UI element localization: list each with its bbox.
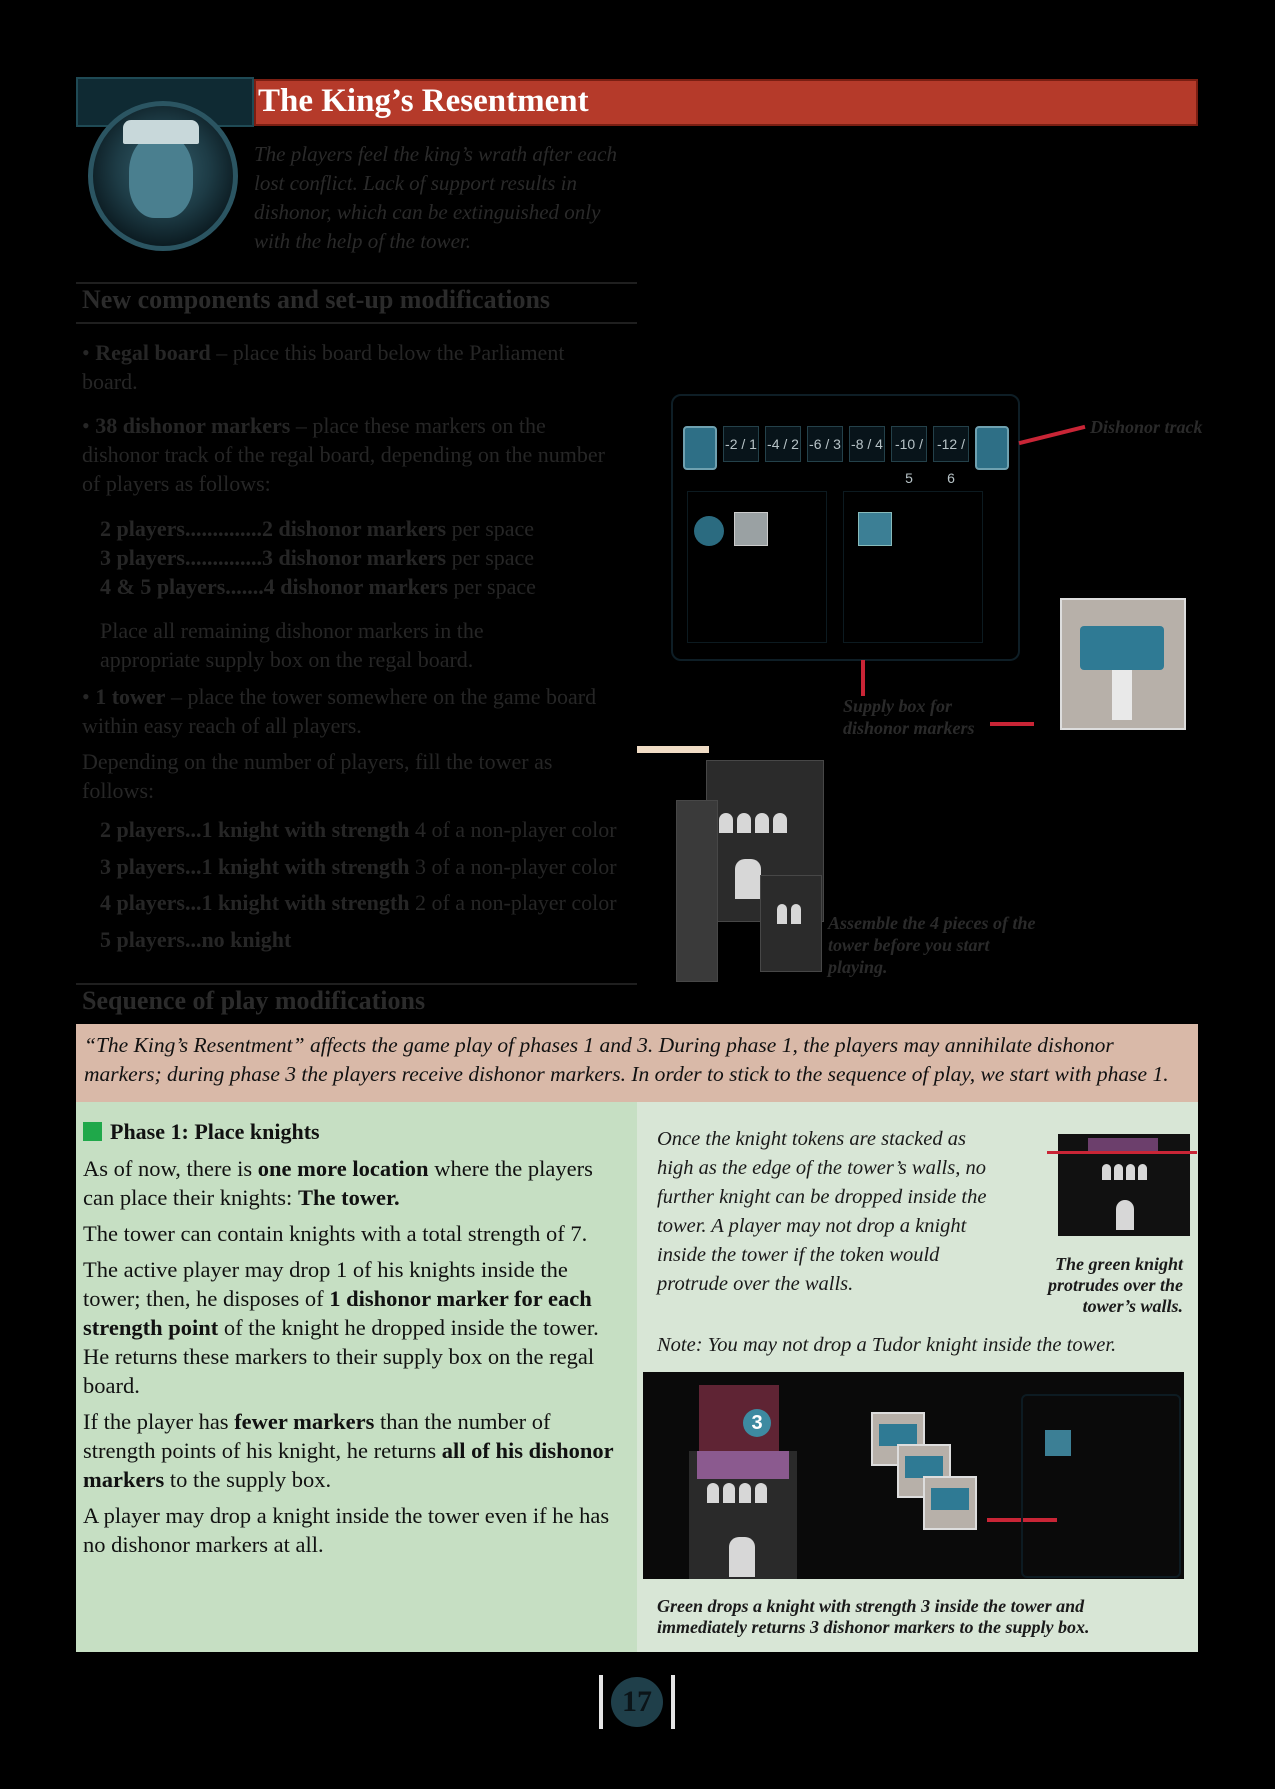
component-tower: • 1 tower – place the tower somewhere on the game board within easy reach of all players. — [82, 684, 597, 738]
phase1-panel — [76, 1102, 637, 1652]
knight-icon — [683, 426, 717, 470]
paragraph: The tower can contain knights with a total strength of 7. — [83, 1221, 588, 1246]
knight-token-icon — [1088, 1138, 1158, 1152]
supply-box-right — [843, 491, 983, 643]
phase-color-icon — [83, 1122, 102, 1141]
player-row: 3 players..............3 dishonor markers per space — [100, 545, 535, 570]
intro-text: The players feel the king’s wrath after each lost conflict. Lack of support results in dishonor, which can be extinguished only with the help of the tower. — [254, 142, 617, 253]
paragraph: A player may drop a knight inside the tower even if he has no dishonor markers at all. — [83, 1503, 610, 1557]
tower-rules-panel — [637, 1102, 1198, 1652]
phase1-heading: Phase 1: Place knights — [110, 1119, 320, 1144]
tower-token-icon — [734, 512, 768, 546]
tower-token-icon — [1080, 626, 1164, 670]
tower-piece — [676, 800, 718, 982]
tower-piece — [760, 875, 822, 972]
fill-row: 4 players...1 knight with strength 2 of a non-player color — [100, 890, 617, 915]
tower-text: – place the tower somewhere on the game board within easy reach of all players. — [82, 684, 597, 738]
remaining-markers-text: Place all remaining dishonor markers in the appropriate supply box on the regal board. — [100, 618, 484, 672]
track-cell: -10 / 5 — [891, 426, 927, 462]
regal-board-term: Regal board — [95, 340, 211, 365]
knight-icon — [975, 426, 1009, 470]
page-number-badge — [599, 1675, 675, 1729]
regal-board-figure — [671, 394, 1020, 661]
fill-row: 5 players...no knight — [100, 926, 292, 952]
supply-box-label: Supply box for dishonor markers — [843, 696, 975, 738]
supply-box — [1021, 1394, 1181, 1578]
fill-row: 2 players...1 knight with strength 4 of a non-player color — [100, 817, 617, 842]
crown-icon — [123, 120, 199, 144]
dishonor-track-label: Dishonor track — [1090, 417, 1203, 437]
track-cell: -2 / 1 — [723, 426, 759, 462]
marker-icon — [694, 516, 724, 546]
arrow-icon — [1019, 425, 1086, 445]
tower-small-figure — [1058, 1134, 1190, 1236]
example-caption: Green drops a knight with strength 3 inside the tower and immediately returns 3 dishonor markers to the supply box. — [657, 1596, 1090, 1637]
page-number: 17 — [611, 1677, 663, 1727]
paragraph: The active player may drop 1 of his knights inside the tower; then, he disposes of 1 dishonor marker for each strength point of the knight he dropped inside the tower. He returns these markers to their supply box on the regal board. — [83, 1257, 599, 1398]
supply-box-left — [687, 491, 827, 643]
tower-photo — [1060, 598, 1186, 730]
green-knight-token — [699, 1385, 779, 1461]
player-row: 2 players..............2 dishonor markers per space — [100, 516, 535, 541]
component-regal-board: • Regal board – place this board below the Parliament board. — [82, 340, 565, 394]
arrow-right-icon — [990, 722, 1034, 726]
player-count-list — [100, 514, 620, 601]
tower-rules-text: Once the knight tokens are stacked as high as the edge of the tower’s walls, no further knight can be dropped inside the tower. A player may not drop a knight inside the tower if the token would protrude over the walls. — [657, 1128, 987, 1295]
sequence-heading: Sequence of play modifications — [82, 986, 426, 1015]
king-portrait — [129, 134, 193, 218]
strength-badge: 3 — [743, 1409, 771, 1437]
component-markers: • 38 dishonor markers – place these markers on the dishonor track of the regal board, depending on the number of players as follows: — [82, 413, 605, 496]
track-cell: -12 / 6 — [933, 426, 969, 462]
knight-token-icon — [858, 512, 892, 546]
dishonor-track — [683, 426, 1009, 486]
paragraph: If the player has fewer markers than the number of strength points of his knight, he returns all of his dishonor markers to the supply box. — [83, 1409, 614, 1492]
marker-icon — [923, 1476, 977, 1530]
fill-tower-text: Depending on the number of players, fill the tower as follows: — [82, 749, 553, 803]
track-cell: -6 / 3 — [807, 426, 843, 462]
markers-text: – place these markers on the dishonor track of the regal board, depending on the number of players as follows: — [82, 413, 605, 496]
example-figure — [643, 1372, 1184, 1579]
player-row: 4 & 5 players.......4 dishonor markers per space — [100, 574, 536, 599]
token-stand — [1112, 670, 1132, 720]
divider — [76, 983, 637, 985]
marker-icon — [1045, 1430, 1071, 1456]
divider — [76, 322, 637, 324]
divider — [76, 282, 637, 284]
king-medallion — [88, 101, 238, 251]
track-cell: -8 / 4 — [849, 426, 885, 462]
page-title: The King’s Resentment — [258, 83, 589, 119]
components-heading: New components and set-up modifications — [82, 285, 551, 314]
arrow-up-icon — [861, 660, 865, 696]
tudor-note: Note: You may not drop a Tudor knight inside the tower. — [657, 1334, 1117, 1356]
tower-marker — [637, 746, 709, 753]
tower-figure — [689, 1451, 797, 1579]
sequence-intro-box: “The King’s Resentment” affects the game play of phases 1 and 3. During phase 1, the players may annihilate dishonor markers; during phase 3 the players receive dishonor markers. In order to stick to the sequence of play, we start with phase 1. — [76, 1024, 1198, 1102]
title-bar — [254, 79, 1198, 126]
phase1-heading-wrap — [83, 1119, 320, 1145]
paragraph: As of now, there is one more location where the players can place their knights: The tower. — [83, 1156, 593, 1210]
markers-term: 38 dishonor markers — [95, 413, 291, 438]
track-cell: -4 / 2 — [765, 426, 801, 462]
assemble-tower-label: Assemble the 4 pieces of the tower before you start playing. — [828, 913, 1036, 977]
tower-fill-list — [100, 812, 640, 958]
tower-caption: The green knight protrudes over the tower’s walls. — [1048, 1254, 1183, 1316]
regal-board-text: – place this board below the Parliament board. — [82, 340, 565, 394]
tower-term: 1 tower — [95, 684, 166, 709]
stacked-knights — [697, 1451, 789, 1479]
wall-line — [1047, 1151, 1197, 1154]
fill-row: 3 players...1 knight with strength 3 of a non-player color — [100, 853, 617, 879]
phase1-text — [83, 1154, 623, 1566]
